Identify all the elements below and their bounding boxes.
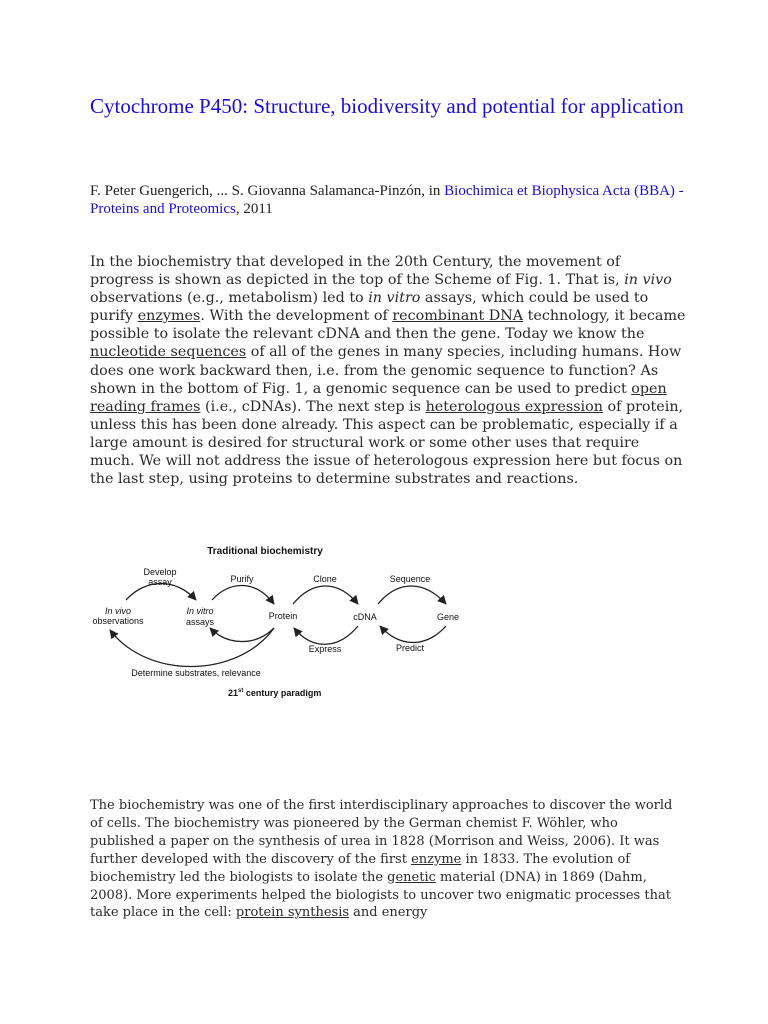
node-in-vivo: In vivo bbox=[104, 606, 132, 616]
figure-title: Traditional biochemistry bbox=[207, 546, 323, 557]
text-span: . With the development of bbox=[200, 308, 393, 325]
text-span: The biochemistry was one of the first interdisciplinary approaches to discover the world of cells. The biochemistry was pioneered by the German chemist F. Wöhler, who published a paper on the synthesis of urea in 1828 (Morrison and Weiss, 2006). It was further developed with the discovery of the first bbox=[90, 798, 673, 867]
body-paragraph-1 bbox=[90, 253, 686, 488]
node-gene: Gene bbox=[436, 612, 460, 622]
text-span: technology, it became possible to isolate the relevant cDNA and then the gene. Today we know the bbox=[90, 308, 686, 343]
link-protein-synthesis[interactable]: protein synthesis bbox=[235, 905, 350, 921]
link-enzyme[interactable]: enzyme bbox=[411, 851, 462, 867]
text-span: of protein, unless this has been done already. This aspect can be problematic, especially if a large amount is desired for structural work or some other uses that require much. We will not address the issue of heterologous expression here but focus on the last step, using proteins to determine substrates and reactions. bbox=[90, 398, 684, 488]
label-determine-substrates: Determine substrates, relevance bbox=[131, 668, 261, 678]
arrow-clone bbox=[293, 586, 358, 604]
text-span: observations (e.g., metabolism) led to bbox=[90, 290, 369, 307]
arrow-express bbox=[294, 626, 358, 644]
arrow-determine bbox=[110, 628, 274, 667]
bottom-title-number: 21 bbox=[228, 688, 239, 698]
article-title[interactable]: Cytochrome P450: Structure, biodiversity and potential for application bbox=[90, 94, 684, 118]
node-in-vitro: In vitro bbox=[186, 606, 214, 616]
link-heterologous-expression[interactable]: heterologous expression bbox=[425, 398, 603, 415]
arrow-sequence bbox=[378, 586, 446, 604]
node-protein: Protein bbox=[268, 611, 298, 621]
bottom-title-text: century paradigm bbox=[243, 688, 322, 698]
text-span: assays, which could be used to purify bbox=[90, 290, 649, 325]
link-open-reading-frames[interactable]: open reading frames bbox=[90, 380, 667, 415]
article-year: , 2011 bbox=[235, 201, 273, 217]
node-observations: observations bbox=[92, 616, 144, 626]
byline-in: , in bbox=[421, 183, 445, 199]
label-clone: Clone bbox=[313, 574, 337, 584]
label-sequence: Sequence bbox=[389, 574, 431, 584]
figure-scheme bbox=[88, 538, 468, 708]
arrow-purify bbox=[212, 585, 274, 604]
text-span: In the biochemistry that developed in the 20th Century, the movement of progress is shown as depicted in the top of the Scheme of Fig. 1. That is, bbox=[90, 254, 625, 289]
link-nucleotide-sequences[interactable]: nucleotide sequences bbox=[90, 344, 247, 361]
journal-link[interactable]: Biochimica et Biophysica Acta (BBA) - Proteins and Proteomics bbox=[90, 183, 684, 217]
link-genetic[interactable]: genetic bbox=[387, 869, 436, 885]
emphasis-in-vivo: in vivo bbox=[624, 272, 672, 289]
bottom-title-superscript: st bbox=[238, 688, 244, 694]
text-span: (i.e., cDNAs). The next step is bbox=[200, 398, 426, 415]
node-assays: assays bbox=[185, 617, 215, 627]
text-span: of all of the genes in many species, including humans. How does one work backward then, i.e. from the genomic sequence to function? As shown in the bottom of Fig. 1, a genomic sequence can be used to predict bbox=[90, 344, 682, 397]
label-predict: Predict bbox=[395, 643, 425, 653]
text-span: material (DNA) in 1869 (Dahm, 2008). More experiments helped the biologists to uncover two enigmatic processes that take place in the cell: bbox=[90, 869, 671, 921]
label-assay: assay bbox=[148, 577, 172, 587]
article-authors: F. Peter Guengerich, ... S. Giovanna Salamanca-Pinzón bbox=[90, 183, 422, 199]
label-purify: Purify bbox=[230, 574, 254, 584]
article-byline bbox=[90, 182, 690, 218]
body-paragraph-2 bbox=[90, 797, 686, 922]
label-express: Express bbox=[308, 644, 342, 654]
arrow-predict bbox=[380, 626, 446, 643]
link-recombinant-dna[interactable]: recombinant DNA bbox=[392, 308, 524, 325]
scheme-diagram bbox=[88, 538, 468, 708]
link-enzymes[interactable]: enzymes bbox=[137, 308, 201, 325]
emphasis-in-vitro: in vitro bbox=[368, 290, 421, 307]
text-span: and energy bbox=[349, 905, 428, 921]
text-span: in 1833. The evolution of biochemistry led the biologists to isolate the bbox=[90, 851, 631, 885]
figure-bottom-title bbox=[228, 688, 321, 698]
node-cdna: cDNA bbox=[353, 612, 377, 622]
label-develop: Develop bbox=[143, 567, 177, 577]
